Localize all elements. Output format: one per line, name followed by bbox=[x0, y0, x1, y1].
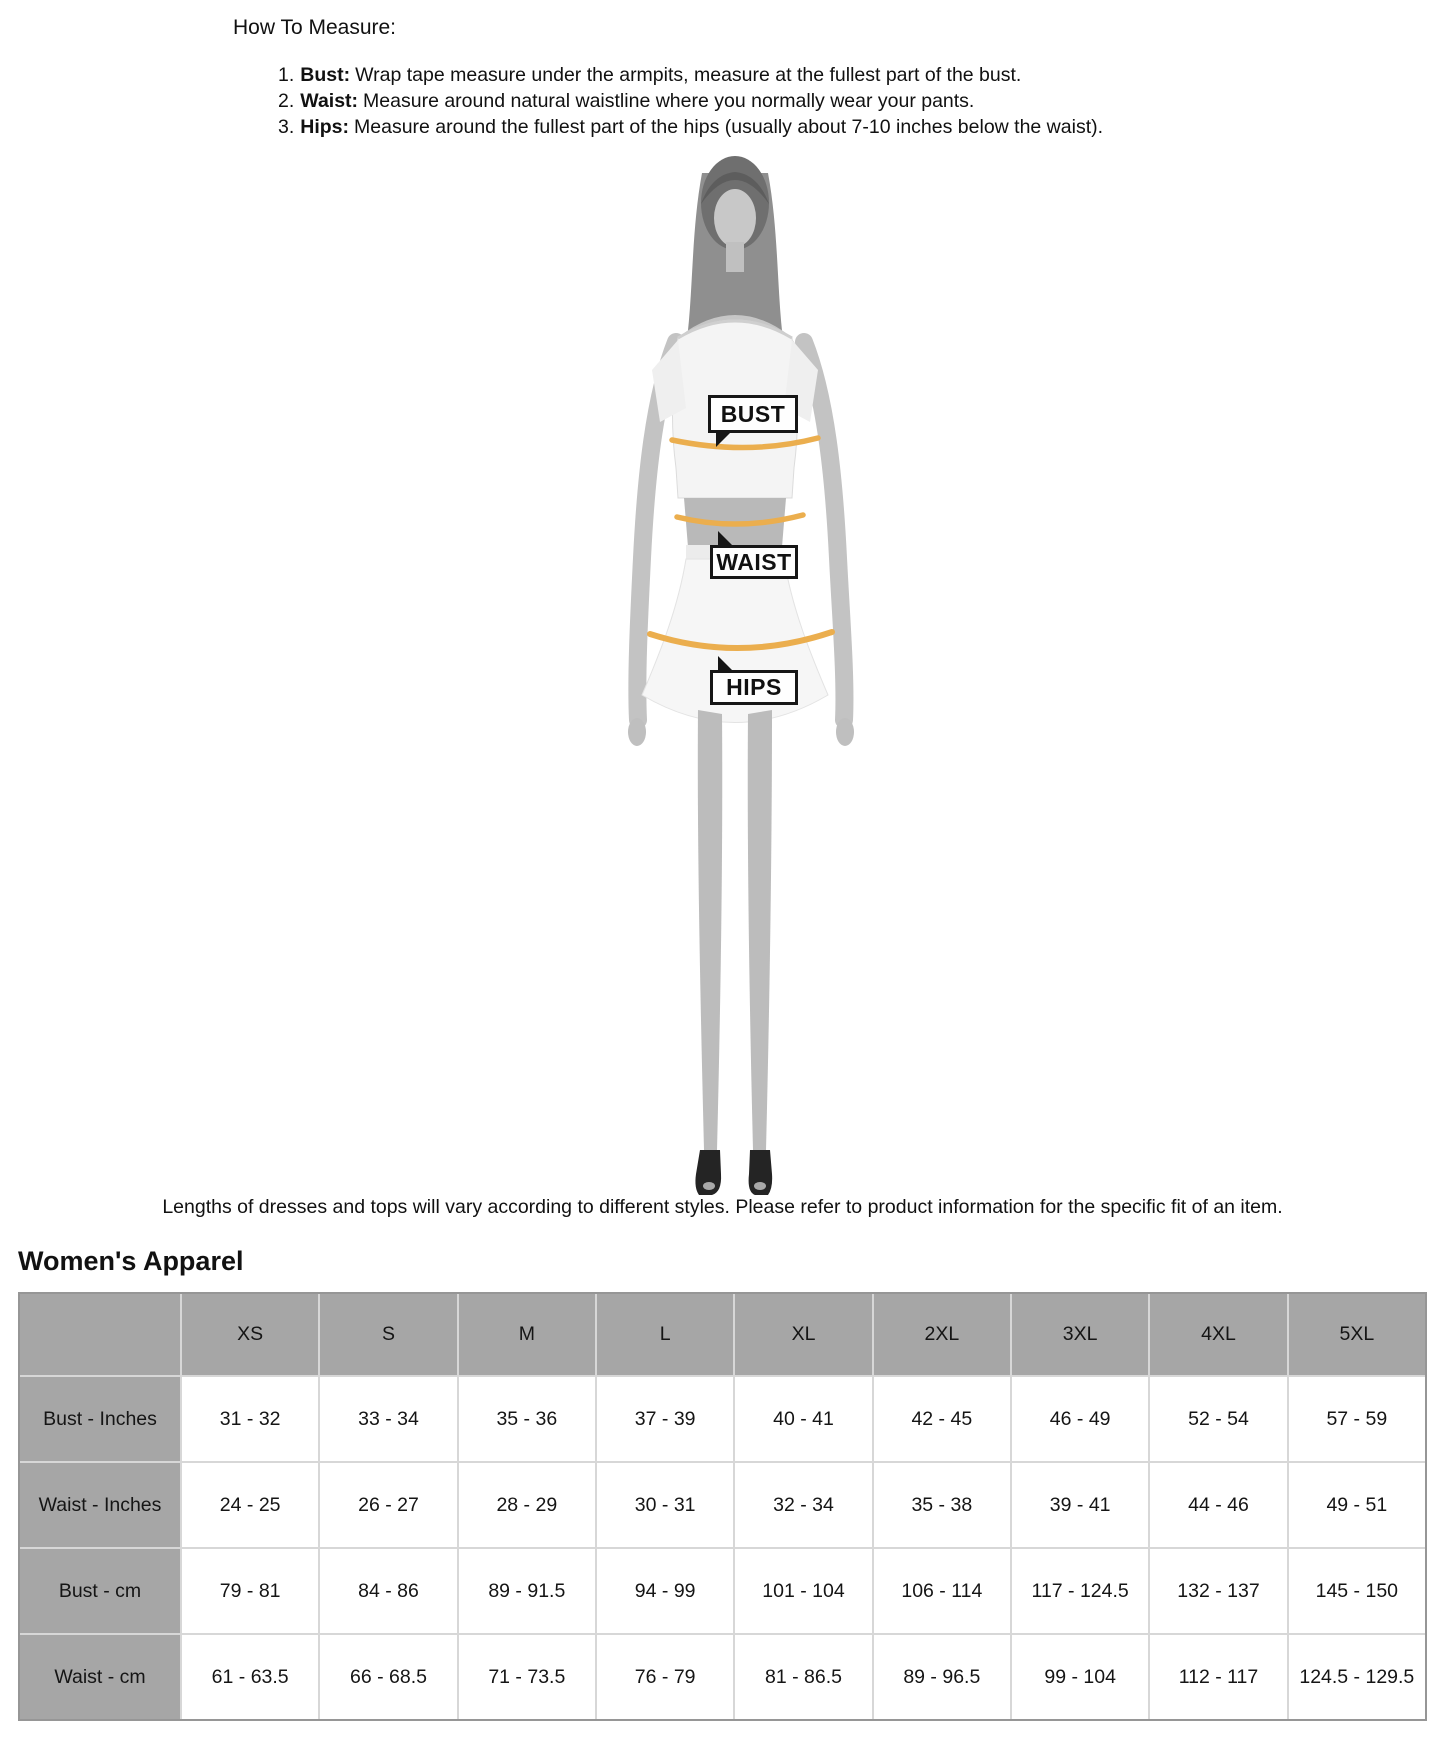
size-column-header: L bbox=[597, 1294, 733, 1375]
size-value-cell: 24 - 25 bbox=[182, 1463, 318, 1547]
size-value-cell: 66 - 68.5 bbox=[320, 1635, 456, 1719]
row-label-cell: Waist - Inches bbox=[20, 1463, 180, 1547]
step-number: 1. bbox=[278, 64, 295, 86]
size-value-cell: 89 - 96.5 bbox=[874, 1635, 1010, 1719]
size-value-cell: 32 - 34 bbox=[735, 1463, 871, 1547]
step-number: 2. bbox=[278, 90, 295, 112]
size-value-cell: 40 - 41 bbox=[735, 1377, 871, 1461]
size-value-cell: 81 - 86.5 bbox=[735, 1635, 871, 1719]
step-term: Hips: bbox=[300, 116, 350, 138]
size-value-cell: 132 - 137 bbox=[1150, 1549, 1286, 1633]
hips-label bbox=[710, 670, 798, 705]
size-value-cell: 99 - 104 bbox=[1012, 1635, 1148, 1719]
size-value-cell: 35 - 38 bbox=[874, 1463, 1010, 1547]
size-column-header: 2XL bbox=[874, 1294, 1010, 1375]
bust-label bbox=[708, 395, 798, 433]
size-value-cell: 52 - 54 bbox=[1150, 1377, 1286, 1461]
size-value-cell: 30 - 31 bbox=[597, 1463, 733, 1547]
size-column-header: 5XL bbox=[1289, 1294, 1425, 1375]
size-value-cell: 101 - 104 bbox=[735, 1549, 871, 1633]
step-number: 3. bbox=[278, 116, 295, 138]
size-value-cell: 79 - 81 bbox=[182, 1549, 318, 1633]
measure-steps bbox=[278, 62, 1103, 140]
size-value-cell: 28 - 29 bbox=[459, 1463, 595, 1547]
size-table-title: Women's Apparel bbox=[18, 1246, 244, 1276]
waist-label bbox=[710, 545, 798, 579]
size-value-cell: 46 - 49 bbox=[1012, 1377, 1148, 1461]
size-value-cell: 37 - 39 bbox=[597, 1377, 733, 1461]
size-value-cell: 84 - 86 bbox=[320, 1549, 456, 1633]
size-column-header: XS bbox=[182, 1294, 318, 1375]
size-value-cell: 31 - 32 bbox=[182, 1377, 318, 1461]
size-value-cell: 44 - 46 bbox=[1150, 1463, 1286, 1547]
size-value-cell: 42 - 45 bbox=[874, 1377, 1010, 1461]
size-value-cell: 71 - 73.5 bbox=[459, 1635, 595, 1719]
size-value-cell: 89 - 91.5 bbox=[459, 1549, 595, 1633]
size-value-cell: 61 - 63.5 bbox=[182, 1635, 318, 1719]
row-label-cell: Bust - Inches bbox=[20, 1377, 180, 1461]
size-column-header: XL bbox=[735, 1294, 871, 1375]
bust-label-text: BUST bbox=[720, 400, 786, 427]
measure-step-bust bbox=[278, 62, 1103, 88]
size-value-cell: 94 - 99 bbox=[597, 1549, 733, 1633]
step-term: Bust: bbox=[300, 64, 351, 86]
size-value-cell: 106 - 114 bbox=[874, 1549, 1010, 1633]
size-value-cell: 35 - 36 bbox=[459, 1377, 595, 1461]
womens-apparel-size-table bbox=[18, 1292, 1427, 1721]
size-value-cell: 33 - 34 bbox=[320, 1377, 456, 1461]
size-column-header: M bbox=[459, 1294, 595, 1375]
size-value-cell: 26 - 27 bbox=[320, 1463, 456, 1547]
step-term: Waist: bbox=[300, 90, 359, 112]
size-column-header: 3XL bbox=[1012, 1294, 1148, 1375]
step-text: Measure around natural waistline where you normally wear your pants. bbox=[363, 90, 975, 112]
size-value-cell: 117 - 124.5 bbox=[1012, 1549, 1148, 1633]
size-value-cell: 112 - 117 bbox=[1150, 1635, 1286, 1719]
size-value-cell: 145 - 150 bbox=[1289, 1549, 1425, 1633]
size-column-header: S bbox=[320, 1294, 456, 1375]
bust-label-tail bbox=[716, 430, 733, 447]
size-column-header: 4XL bbox=[1150, 1294, 1286, 1375]
how-to-measure-title: How To Measure: bbox=[233, 16, 397, 39]
size-value-cell: 39 - 41 bbox=[1012, 1463, 1148, 1547]
measurement-model-figure bbox=[580, 138, 920, 1200]
row-label-cell: Waist - cm bbox=[20, 1635, 180, 1719]
step-text: Measure around the fullest part of the hips (usually about 7-10 inches below the waist). bbox=[354, 116, 1104, 138]
size-value-cell: 76 - 79 bbox=[597, 1635, 733, 1719]
step-text: Wrap tape measure under the armpits, measure at the fullest part of the bust. bbox=[355, 64, 1022, 86]
row-label-cell: Bust - cm bbox=[20, 1549, 180, 1633]
measure-step-hips bbox=[278, 114, 1103, 140]
size-value-cell: 57 - 59 bbox=[1289, 1377, 1425, 1461]
hips-label-tail bbox=[718, 656, 735, 673]
fit-note: Lengths of dresses and tops will vary according to different styles. Please refer to product information for the specific fit of an item. bbox=[162, 1196, 1283, 1218]
size-value-cell: 49 - 51 bbox=[1289, 1463, 1425, 1547]
model-silhouette bbox=[580, 138, 920, 1200]
hips-label-text: HIPS bbox=[726, 674, 782, 700]
measure-step-waist bbox=[278, 88, 1103, 114]
size-table-corner-cell bbox=[20, 1294, 180, 1375]
waist-label-text: WAIST bbox=[716, 548, 792, 575]
size-value-cell: 124.5 - 129.5 bbox=[1289, 1635, 1425, 1719]
waist-label-tail bbox=[718, 531, 735, 548]
